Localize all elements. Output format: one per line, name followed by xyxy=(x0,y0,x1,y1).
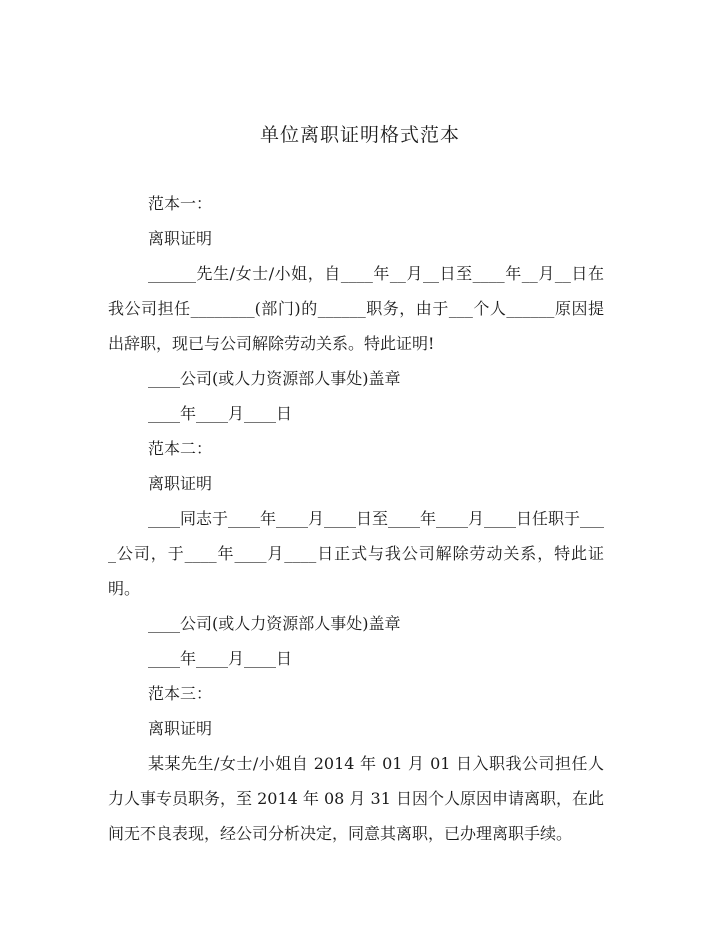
section-3-heading: 范本三： xyxy=(148,684,213,703)
page-title: 单位离职证明格式范本 xyxy=(259,124,460,146)
section-2-heading: 范本二： xyxy=(148,439,213,458)
section-1-seal: ____公司(或人力资源部人事处)盖章 xyxy=(148,369,401,388)
section-3-doc-title: 离职证明 xyxy=(148,719,213,738)
document-body xyxy=(108,186,604,851)
section-1-date: ____年____月____日 xyxy=(148,404,293,423)
section-2-date: ____年____月____日 xyxy=(148,649,293,668)
section-1-heading: 范本一： xyxy=(148,194,213,213)
section-2-seal: ____公司(或人力资源部人事处)盖章 xyxy=(148,614,401,633)
section-2-paragraph: ____同志于____年____月____日至____年____月____日任职于____公司，于____年____月____日正式与我公司解除劳动关系，特此证明。 xyxy=(108,509,605,598)
section-1-paragraph: ______先生/女士/小姐，自____年__月__日至____年__月__日在我公司担任________(部门)的______职务，由于___个人______原因提出辞职，现已与公司解除劳动关系。特此证明! xyxy=(108,264,604,353)
section-3-paragraph: 某某先生/女士/小姐自 2014 年 01 月 01 日入职我公司担任人力人事专员职务，至 2014 年 08 月 31 日因个人原因申请离职，在此间无不良表现，经公司分析决定，同意其离职，已办理离职手续。 xyxy=(108,754,604,843)
section-1-doc-title: 离职证明 xyxy=(148,229,213,248)
section-2-doc-title: 离职证明 xyxy=(148,474,213,493)
